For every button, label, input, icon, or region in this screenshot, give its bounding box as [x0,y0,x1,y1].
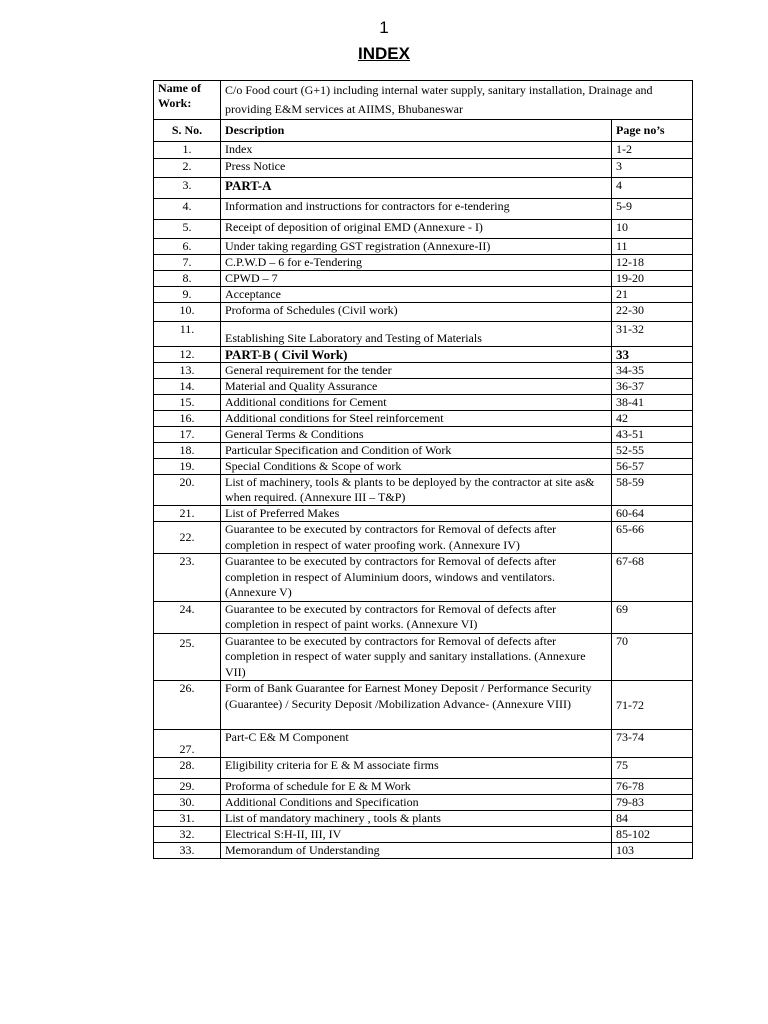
table-row [154,730,693,758]
table-row [154,322,693,347]
row-description: PART-A [221,178,612,199]
row-pages: 84 [612,811,693,827]
row-description: Guarantee to be executed by contractors for Removal of defects after completion in respect of paint works. (Annexure VI) [221,601,612,633]
row-pages: 22-30 [612,303,693,322]
row-sno: 31. [154,811,221,827]
row-sno: 13. [154,363,221,379]
row-pages: 21 [612,287,693,303]
row-pages: 34-35 [612,363,693,379]
table-row [154,303,693,322]
row-description: Acceptance [221,287,612,303]
table-row [154,795,693,811]
row-description: CPWD – 7 [221,271,612,287]
row-sno: 27. [154,730,221,758]
table-row [154,178,693,199]
table-row [154,843,693,859]
row-pages: 11 [612,239,693,255]
table-row [154,633,693,681]
row-description: General Terms & Conditions [221,427,612,443]
table-row [154,379,693,395]
row-pages: 3 [612,159,693,178]
row-pages: 65-66 [612,522,693,554]
row-pages: 10 [612,220,693,239]
row-description: Electrical S:H-II, III, IV [221,827,612,843]
row-pages: 70 [612,633,693,681]
header-pages: Page no’s [612,120,693,142]
row-sno: 24. [154,601,221,633]
row-description: Index [221,142,612,159]
row-pages: 5-9 [612,199,693,220]
row-description: Memorandum of Understanding [221,843,612,859]
row-pages: 73-74 [612,730,693,758]
row-sno: 17. [154,427,221,443]
row-description: PART-B ( Civil Work) [221,347,612,363]
row-pages: 71-72 [612,681,693,730]
row-description: Eligibility criteria for E & M associate firms [221,758,612,779]
row-pages: 36-37 [612,379,693,395]
table-header-row [154,120,693,142]
row-description: Additional conditions for Cement [221,395,612,411]
row-sno: 18. [154,443,221,459]
row-pages: 31-32 [612,322,693,347]
row-pages: 75 [612,758,693,779]
table-row [154,459,693,475]
row-sno: 12. [154,347,221,363]
row-sno: 11. [154,322,221,347]
table-row [154,347,693,363]
table-row [154,271,693,287]
row-sno: 6. [154,239,221,255]
table-row [154,220,693,239]
row-sno: 9. [154,287,221,303]
table-row [154,255,693,271]
row-pages: 12-18 [612,255,693,271]
row-pages: 76-78 [612,779,693,795]
row-pages: 33 [612,347,693,363]
row-sno: 14. [154,379,221,395]
table-row [154,363,693,379]
row-description: List of machinery, tools & plants to be deployed by the contractor at site as& when required. (Annexure III – T&P) [221,475,612,506]
row-description: C.P.W.D – 6 for e-Tendering [221,255,612,271]
row-sno: 28. [154,758,221,779]
row-sno: 15. [154,395,221,411]
row-pages: 19-20 [612,271,693,287]
table-row [154,601,693,633]
row-description: Additional conditions for Steel reinforcement [221,411,612,427]
row-pages: 85-102 [612,827,693,843]
row-sno: 32. [154,827,221,843]
row-description: Guarantee to be executed by contractors for Removal of defects after completion in respect of water supply and sanitary installations. (Annexure VII) [221,633,612,681]
table-row [154,827,693,843]
row-sno: 4. [154,199,221,220]
table-row [154,395,693,411]
name-of-work-row [154,81,693,120]
row-description: Form of Bank Guarantee for Earnest Money Deposit / Performance Security (Guarantee) / Security Deposit /Mobilization Advance- (Annexure VIII) [221,681,612,730]
row-pages: 52-55 [612,443,693,459]
table-row [154,475,693,506]
row-sno: 8. [154,271,221,287]
index-table [153,80,693,859]
row-pages: 1-2 [612,142,693,159]
row-pages: 67-68 [612,554,693,602]
name-of-work-text: C/o Food court (G+1) including internal water supply, sanitary installation, Drainage and providing E&M services at AIIMS, Bhubaneswar [221,81,693,120]
row-pages: 4 [612,178,693,199]
table-row [154,522,693,554]
row-sno: 10. [154,303,221,322]
table-row [154,681,693,730]
table-row [154,811,693,827]
row-description: Special Conditions & Scope of work [221,459,612,475]
header-description: Description [221,120,612,142]
row-description: Guarantee to be executed by contractors for Removal of defects after completion in respect of Aluminium doors, windows and ventilators. (Annexure V) [221,554,612,602]
table-row [154,287,693,303]
row-pages: 103 [612,843,693,859]
row-sno: 2. [154,159,221,178]
row-pages: 69 [612,601,693,633]
table-row [154,239,693,255]
row-description: Press Notice [221,159,612,178]
row-pages: 42 [612,411,693,427]
row-description: Particular Specification and Condition of Work [221,443,612,459]
row-sno: 30. [154,795,221,811]
row-pages: 56-57 [612,459,693,475]
row-sno: 16. [154,411,221,427]
table-row [154,159,693,178]
row-description: Under taking regarding GST registration (Annexure-II) [221,239,612,255]
row-description: Establishing Site Laboratory and Testing of Materials [221,322,612,347]
table-row [154,411,693,427]
row-sno: 1. [154,142,221,159]
row-sno: 26. [154,681,221,730]
row-pages: 58-59 [612,475,693,506]
row-sno: 25. [154,633,221,681]
row-pages: 79-83 [612,795,693,811]
row-sno: 33. [154,843,221,859]
row-sno: 22. [154,522,221,554]
table-row [154,142,693,159]
table-row [154,779,693,795]
row-description: Part-C E& M Component [221,730,612,758]
row-description: Receipt of deposition of original EMD (Annexure - I) [221,220,612,239]
table-row [154,554,693,602]
header-sno: S. No. [154,120,221,142]
table-row [154,758,693,779]
row-pages: 38-41 [612,395,693,411]
row-description: Guarantee to be executed by contractors for Removal of defects after completion in respect of water proofing work. (Annexure IV) [221,522,612,554]
row-description: General requirement for the tender [221,363,612,379]
row-description: List of Preferred Makes [221,506,612,522]
row-sno: 20. [154,475,221,506]
row-pages: 60-64 [612,506,693,522]
row-sno: 7. [154,255,221,271]
row-sno: 3. [154,178,221,199]
page-title: INDEX [358,44,410,63]
row-description: Additional Conditions and Specification [221,795,612,811]
row-sno: 23. [154,554,221,602]
table-row [154,199,693,220]
row-description: Proforma of Schedules (Civil work) [221,303,612,322]
row-description: Information and instructions for contractors for e-tendering [221,199,612,220]
row-sno: 19. [154,459,221,475]
row-pages: 43-51 [612,427,693,443]
row-description: List of mandatory machinery , tools & plants [221,811,612,827]
name-of-work-label: Name of Work: [154,81,221,120]
table-row [154,427,693,443]
table-row [154,443,693,459]
page-number: 1 [379,18,389,37]
row-sno: 5. [154,220,221,239]
row-sno: 21. [154,506,221,522]
row-description: Material and Quality Assurance [221,379,612,395]
row-description: Proforma of schedule for E & M Work [221,779,612,795]
row-sno: 29. [154,779,221,795]
table-row [154,506,693,522]
